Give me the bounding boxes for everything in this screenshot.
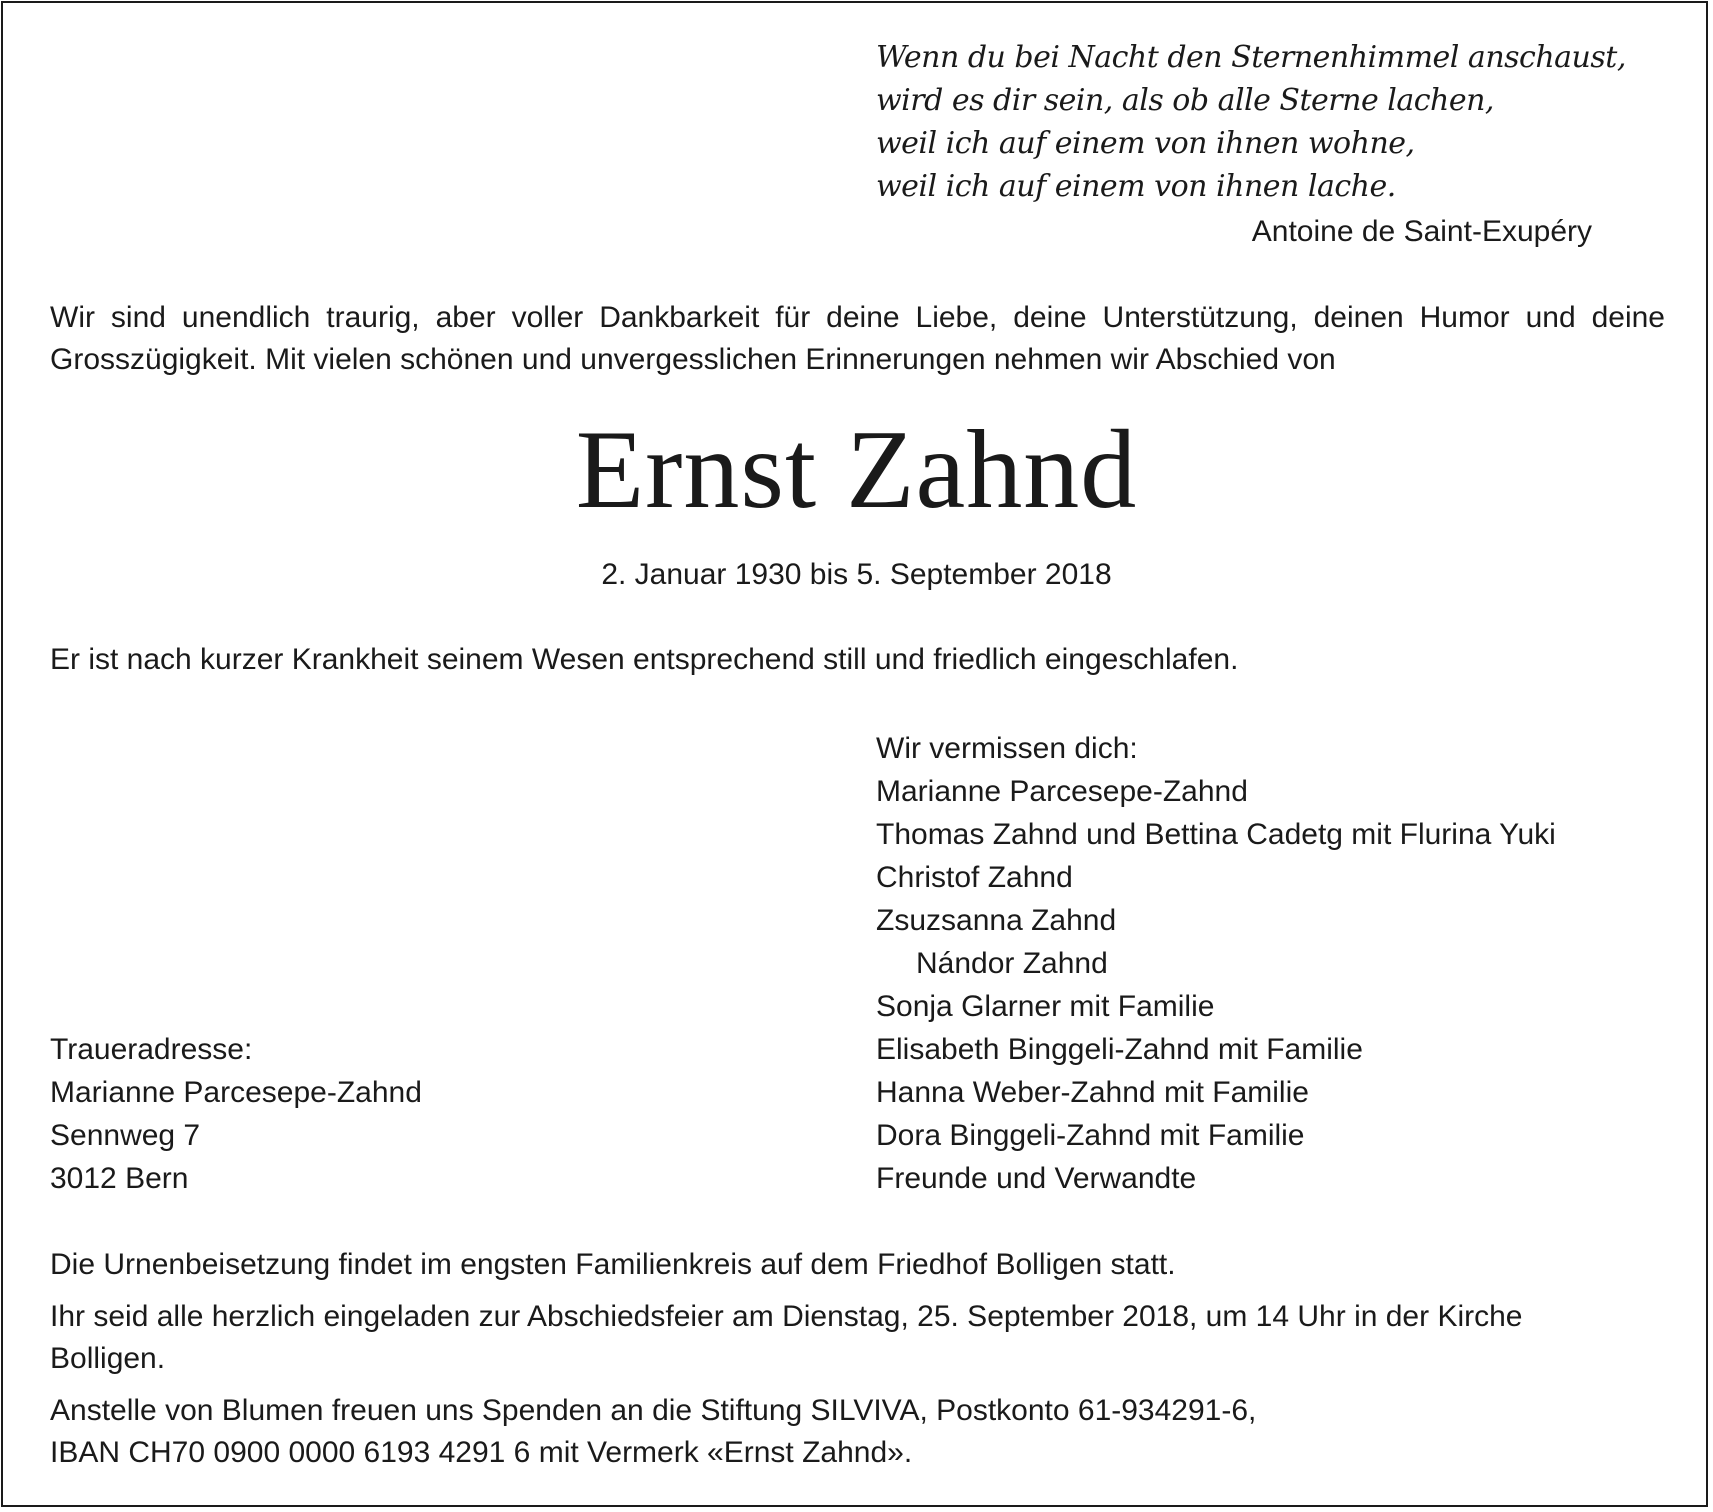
burial-text: Die Urnenbeisetzung findet im engsten Familienkreis auf dem Friedhof Bolligen statt. xyxy=(50,1248,1176,1281)
ceremony-note xyxy=(50,1296,1665,1380)
passing-text: Er ist nach kurzer Krankheit seinem Wesen entsprechend still und friedlich eingeschlafen. xyxy=(50,643,1239,676)
ceremony-text-line: Bolligen. xyxy=(50,1342,166,1375)
mourner-name: Sonja Glarner mit Familie xyxy=(876,990,1215,1023)
address-street: Sennweg 7 xyxy=(50,1119,201,1152)
deceased-name: Ernst Zahnd xyxy=(575,408,1138,532)
address-label: Traueradresse: xyxy=(50,1033,253,1066)
mourning-address xyxy=(50,1028,750,1200)
mourner-name: Nándor Zahnd xyxy=(916,947,1108,980)
life-dates: 2. Januar 1930 bis 5. September 2018 xyxy=(601,558,1112,591)
burial-note xyxy=(50,1244,1665,1286)
mourner-name: Hanna Weber-Zahnd mit Familie xyxy=(876,1076,1309,1109)
poem-line: Wenn du bei Nacht den Sternenhimmel anschaust, xyxy=(876,40,1626,75)
donation-text-line: Anstelle von Blumen freuen uns Spenden an die Stiftung SILVIVA, Postkonto 61-934291-6, xyxy=(50,1394,1257,1427)
intro-text: Wir sind unendlich traurig, aber voller Dankbarkeit für deine Liebe, deine Unterstützung, deinen Humor und deine Grosszügigkeit. Mit vielen schönen und unvergesslichen Erinnerungen nehmen wir Abschied von xyxy=(50,301,1665,376)
mourners-list xyxy=(876,727,1676,1200)
donation-text-line: IBAN CH70 0900 0000 6193 4291 6 mit Vermerk «Ernst Zahnd». xyxy=(50,1436,913,1469)
ceremony-text-line: Ihr seid alle herzlich eingeladen zur Abschiedsfeier am Dienstag, 25. September 2018, um 14 Uhr in der Kirche xyxy=(50,1300,1523,1333)
address-name: Marianne Parcesepe-Zahnd xyxy=(50,1076,422,1109)
poem xyxy=(876,36,1626,208)
mourners-heading: Wir vermissen dich: xyxy=(876,732,1138,765)
poem-line: weil ich auf einem von ihnen lache. xyxy=(876,169,1396,204)
poem-line: weil ich auf einem von ihnen wohne, xyxy=(876,126,1415,161)
poem-line: wird es dir sein, als ob alle Sterne lachen, xyxy=(876,83,1494,118)
mourner-name: Dora Binggeli-Zahnd mit Familie xyxy=(876,1119,1305,1152)
mourner-name: Zsuzsanna Zahnd xyxy=(876,904,1117,937)
mourner-name: Marianne Parcesepe-Zahnd xyxy=(876,775,1248,808)
mourner-name: Elisabeth Binggeli-Zahnd mit Familie xyxy=(876,1033,1363,1066)
donation-note xyxy=(50,1390,1665,1474)
mourner-name: Christof Zahnd xyxy=(876,861,1073,894)
mourner-name: Thomas Zahnd und Bettina Cadetg mit Flurina Yuki xyxy=(876,818,1556,851)
notes xyxy=(50,1244,1665,1484)
poem-author: Antoine de Saint-Exupéry xyxy=(1251,215,1592,248)
mourner-name: Freunde und Verwandte xyxy=(876,1162,1197,1195)
address-city: 3012 Bern xyxy=(50,1162,189,1195)
